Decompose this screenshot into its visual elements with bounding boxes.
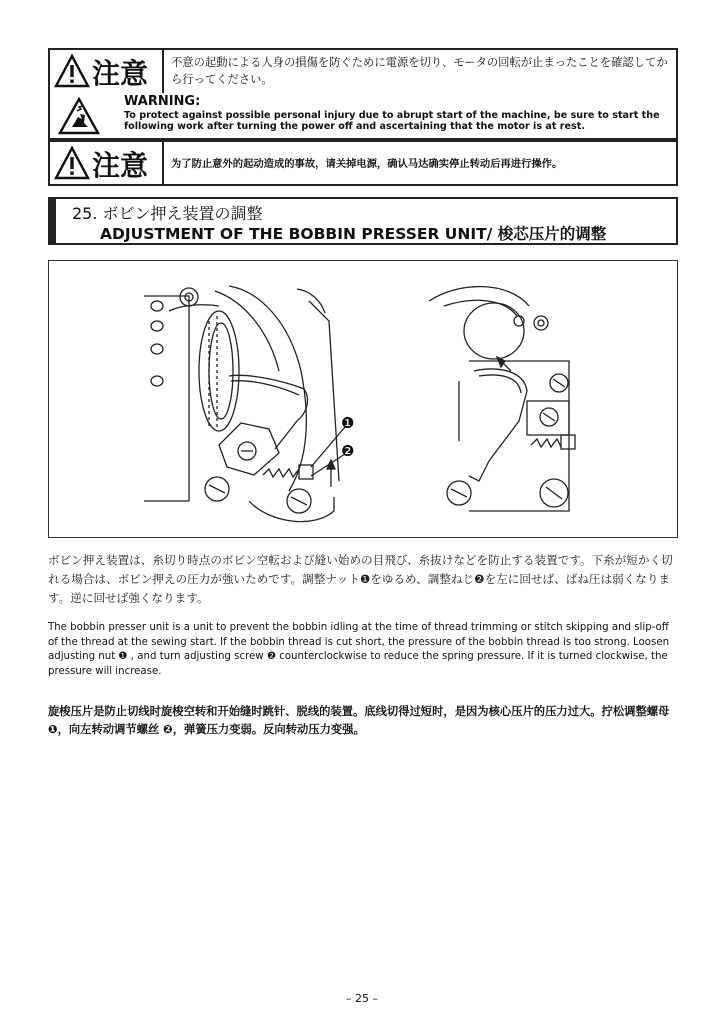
callout-1-label: ❶ — [341, 414, 355, 432]
cn-caution-text: 为了防止意外的起动造成的事故，请关掉电源，确认马达确实停止转动后再进行操作。 — [171, 158, 563, 170]
section-header — [48, 197, 678, 245]
instruction-text-cn: 旋梭压片是防止切线时旋梭空转和开始缝时跳针、脱线的装置。底线切得过短时，是因为核心压片的压力过大。拧松调整螺母 ❶，向左转动调节螺丝 ❷，弹簧压力变弱。反向转动压力变强。 — [48, 705, 670, 736]
bobbin-presser-figure — [48, 260, 678, 538]
jp-caution-box — [48, 48, 678, 95]
section-title-en: ADJUSTMENT OF THE BOBBIN PRESSER UNIT/ 梭芯压片的调整 — [100, 225, 607, 243]
warning-triangle-icon — [54, 146, 90, 180]
cn-caution-box — [48, 140, 678, 186]
jp-caution-label-cell — [50, 50, 164, 93]
warning-triangle-icon — [54, 54, 90, 88]
callout-2-label: ❷ — [341, 442, 355, 460]
section-header-bar — [50, 199, 56, 243]
instruction-text-en: The bobbin presser unit is a unit to prevent the bobbin idling at the time of thread trimming or stitch skipping and slip-off of the thread at the sewing start. If the bobbin thread is cut short, the pressure of the bobbin thread is too strong. Loosen adjusting nut ❶ , and turn adjusting screw ❷ counterclockwise to reduce the spring pressure. If it is turned clockwise, the pressure will increase. — [48, 622, 670, 677]
bobbin-presser-illustration — [49, 261, 677, 537]
page-number: – 25 – — [346, 992, 378, 1005]
instruction-text-jp: ボビン押え装置は、糸切り時点のボビン空転および縫い始めの目飛び、糸抜けなどを防止する装置です。下糸が短かく切れる場合は、ボビン押えの圧力が強いためです。調整ナット❶をゆるめ、調整ねじ❷を左に回せば、ばね圧は弱くなります。逆に回せば強くなります。 — [48, 553, 673, 605]
jp-caution-text: 不意の起動による人身の損傷を防ぐために電源を切り、モータの回転が止まったことを確認してから行ってください。 — [171, 56, 668, 86]
jp-caution-label: 注意 — [92, 57, 149, 90]
cn-caution-label: 注意 — [92, 149, 149, 182]
hand-injury-warning-icon — [58, 97, 100, 135]
en-warning-title: WARNING: — [124, 94, 201, 109]
en-warning-text: To protect against possible personal injury due to abrupt start of the machine, be sure to start the following work after turning the power off and ascertaining that the motor is at rest. — [124, 110, 660, 132]
cn-caution-label-cell — [50, 142, 164, 184]
en-warning-box — [48, 93, 678, 140]
section-title-jp: 25. ボビン押え装置の調整 — [72, 204, 263, 223]
